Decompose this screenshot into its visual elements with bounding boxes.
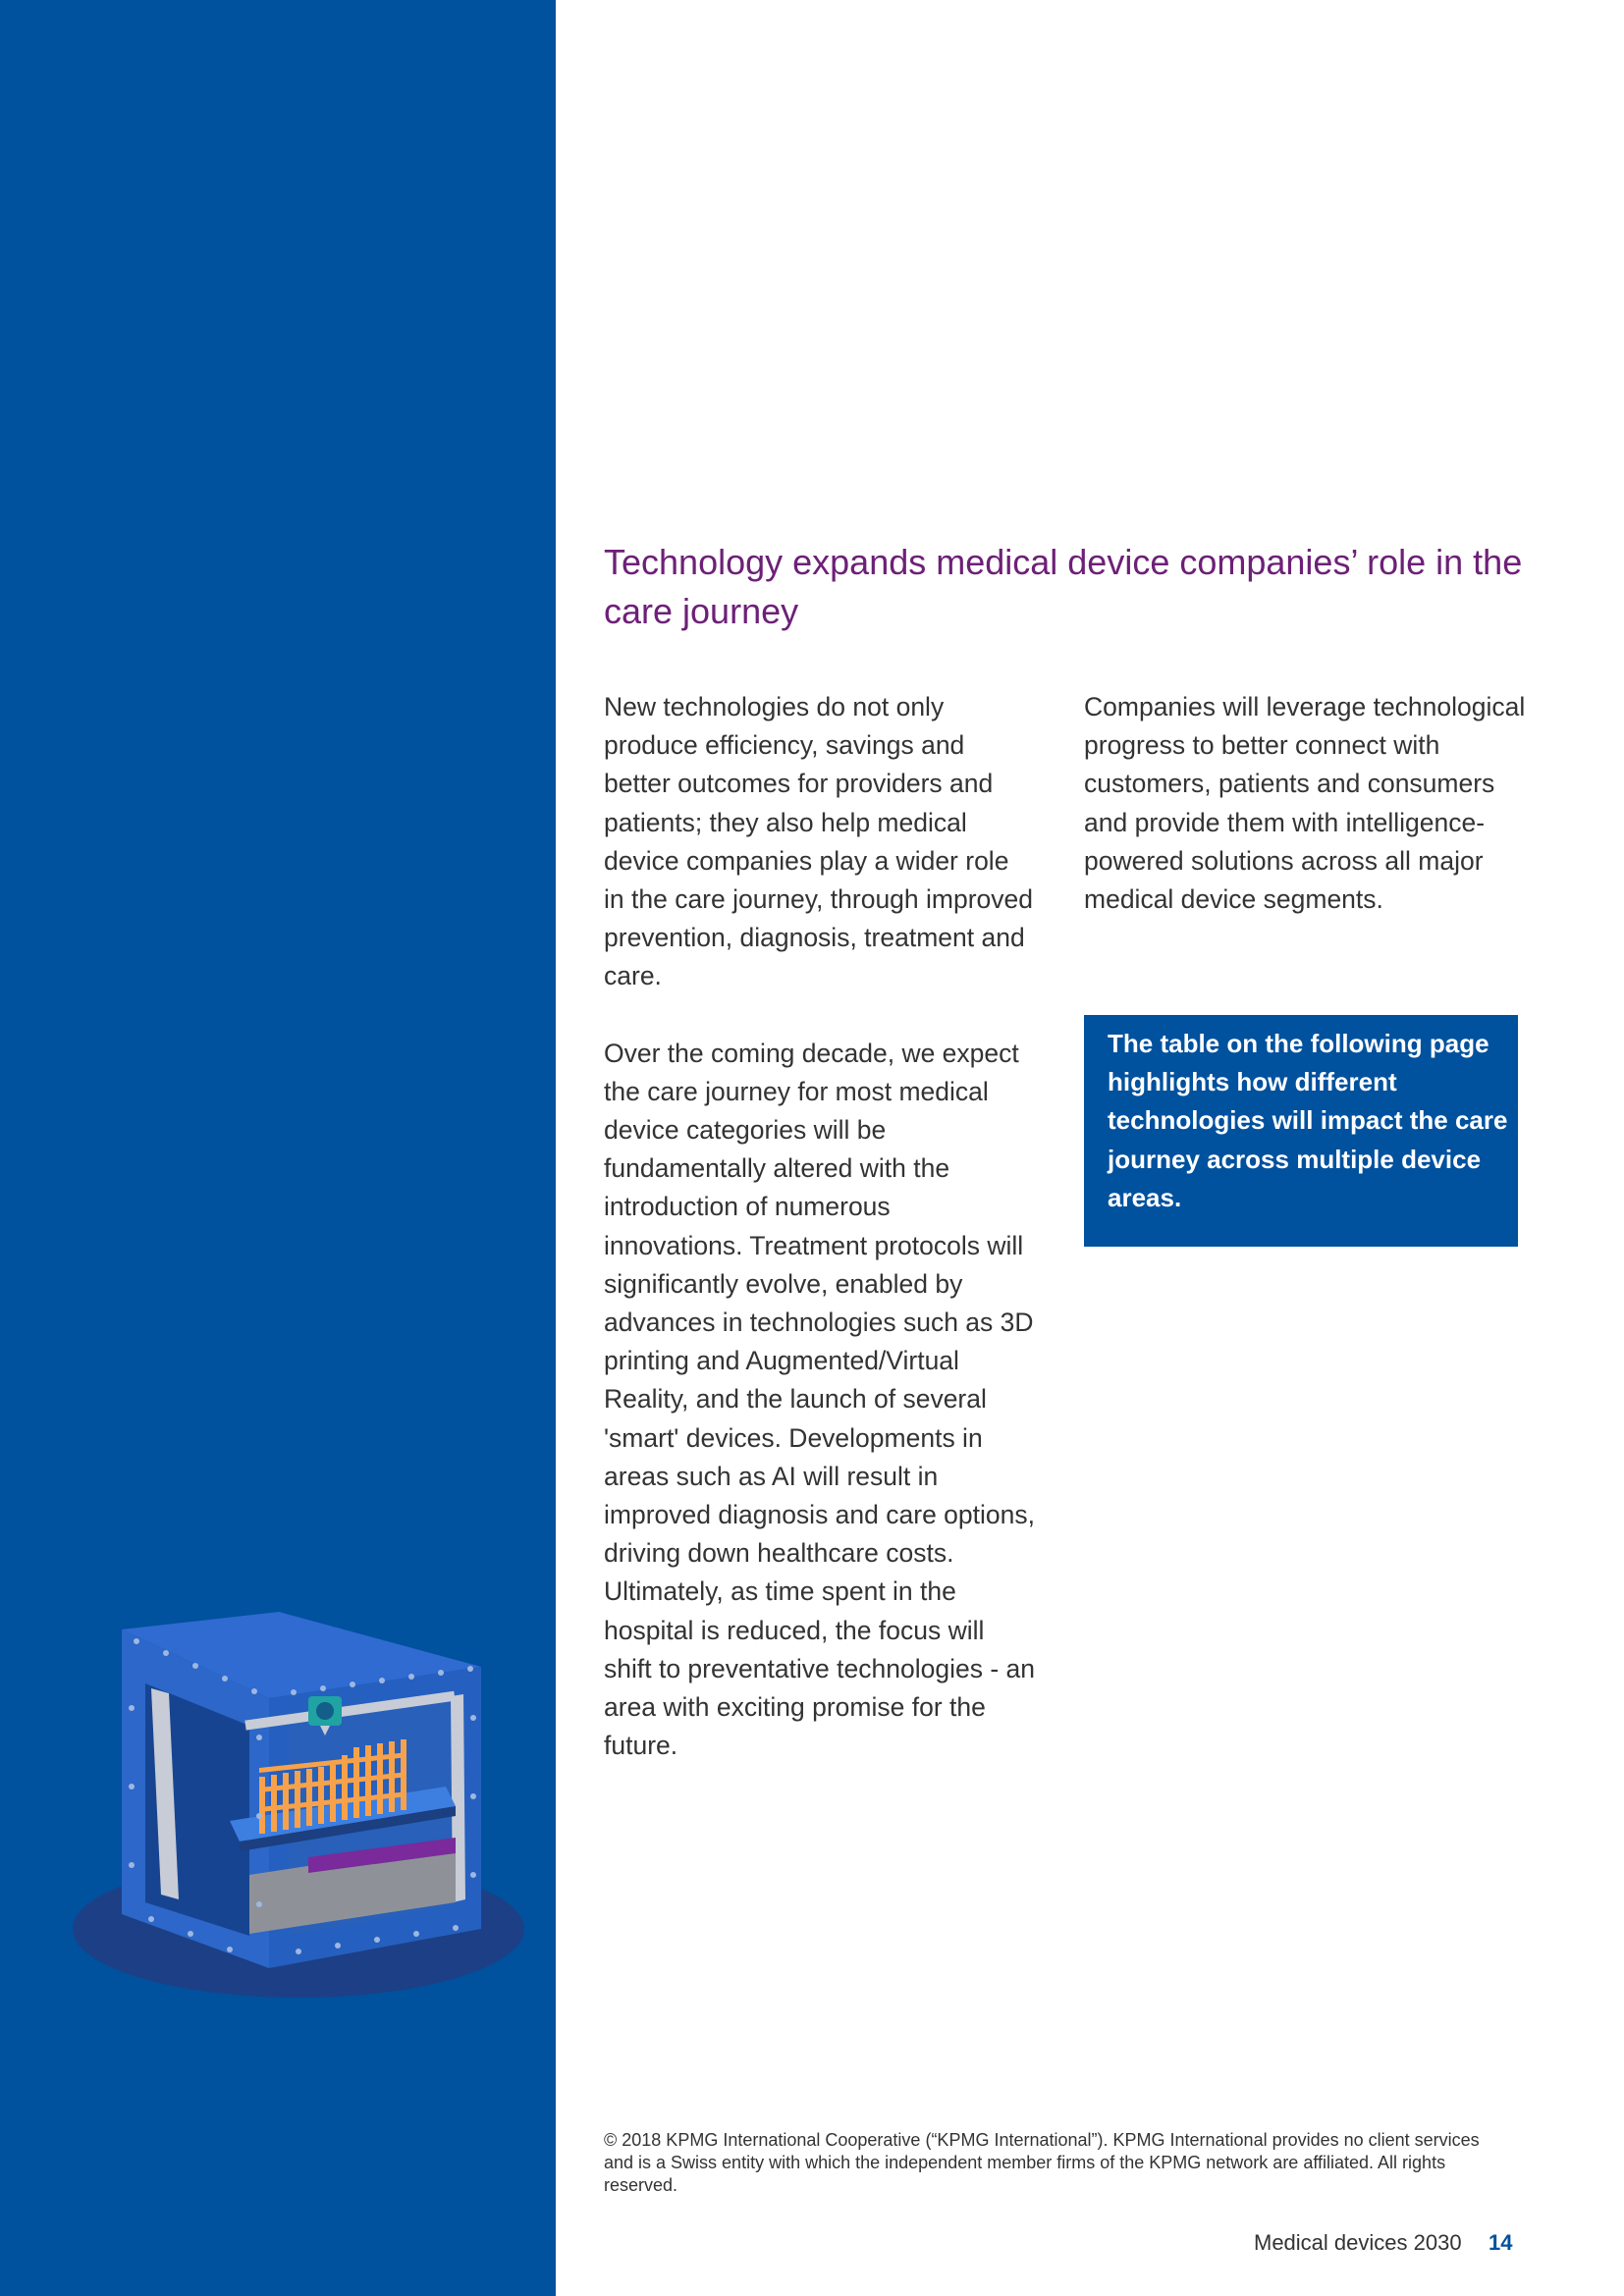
body-paragraph: New technologies do not only produce efficiency, savings and better outcomes for providers and patients; they also help medical device companies play a wider role in the care journey, through improved prevention, diagnosis, treatment and care. xyxy=(604,692,1034,991)
copyright-notice: © 2018 KPMG International Cooperative (“KPMG International”). KPMG International provides no client services and is a Swiss entity with which the independent member firms of the KPMG network are affiliated. All rights reserved. xyxy=(604,2130,1480,2195)
left-column xyxy=(604,688,1036,1803)
3d-printer-illustration xyxy=(63,1590,534,2002)
body-paragraph: Companies will leverage technological progress to better connect with customers, patients and consumers and provide them with intelligence-powered solutions across all major medical device segments. xyxy=(1084,692,1526,915)
callout-box: The table on the following page highlights how different technologies will impact the care journey across multiple device areas. xyxy=(1084,1015,1518,1247)
right-column xyxy=(1084,688,1526,957)
page-number: 14 xyxy=(1489,2230,1513,2255)
page-heading: Technology expands medical device companies’ role in the care journey xyxy=(604,542,1523,631)
body-paragraph: Over the coming decade, we expect the care journey for most medical device categories will be fundamentally altered with the introduction of numerous innovations. Treatment protocols will significantly evolve, enabled by advances in technologies such as 3D printing and Augmented/Virtual Reality, and the launch of several 'smart' devices. Developments in areas such as AI will result in improved diagnosis and care options, driving down healthcare costs. Ultimately, as time spent in the hospital is reduced, the focus will shift to preventative technologies - an area with exciting promise for the future. xyxy=(604,1038,1035,1761)
publication-title: Medical devices 2030 xyxy=(1254,2230,1462,2255)
